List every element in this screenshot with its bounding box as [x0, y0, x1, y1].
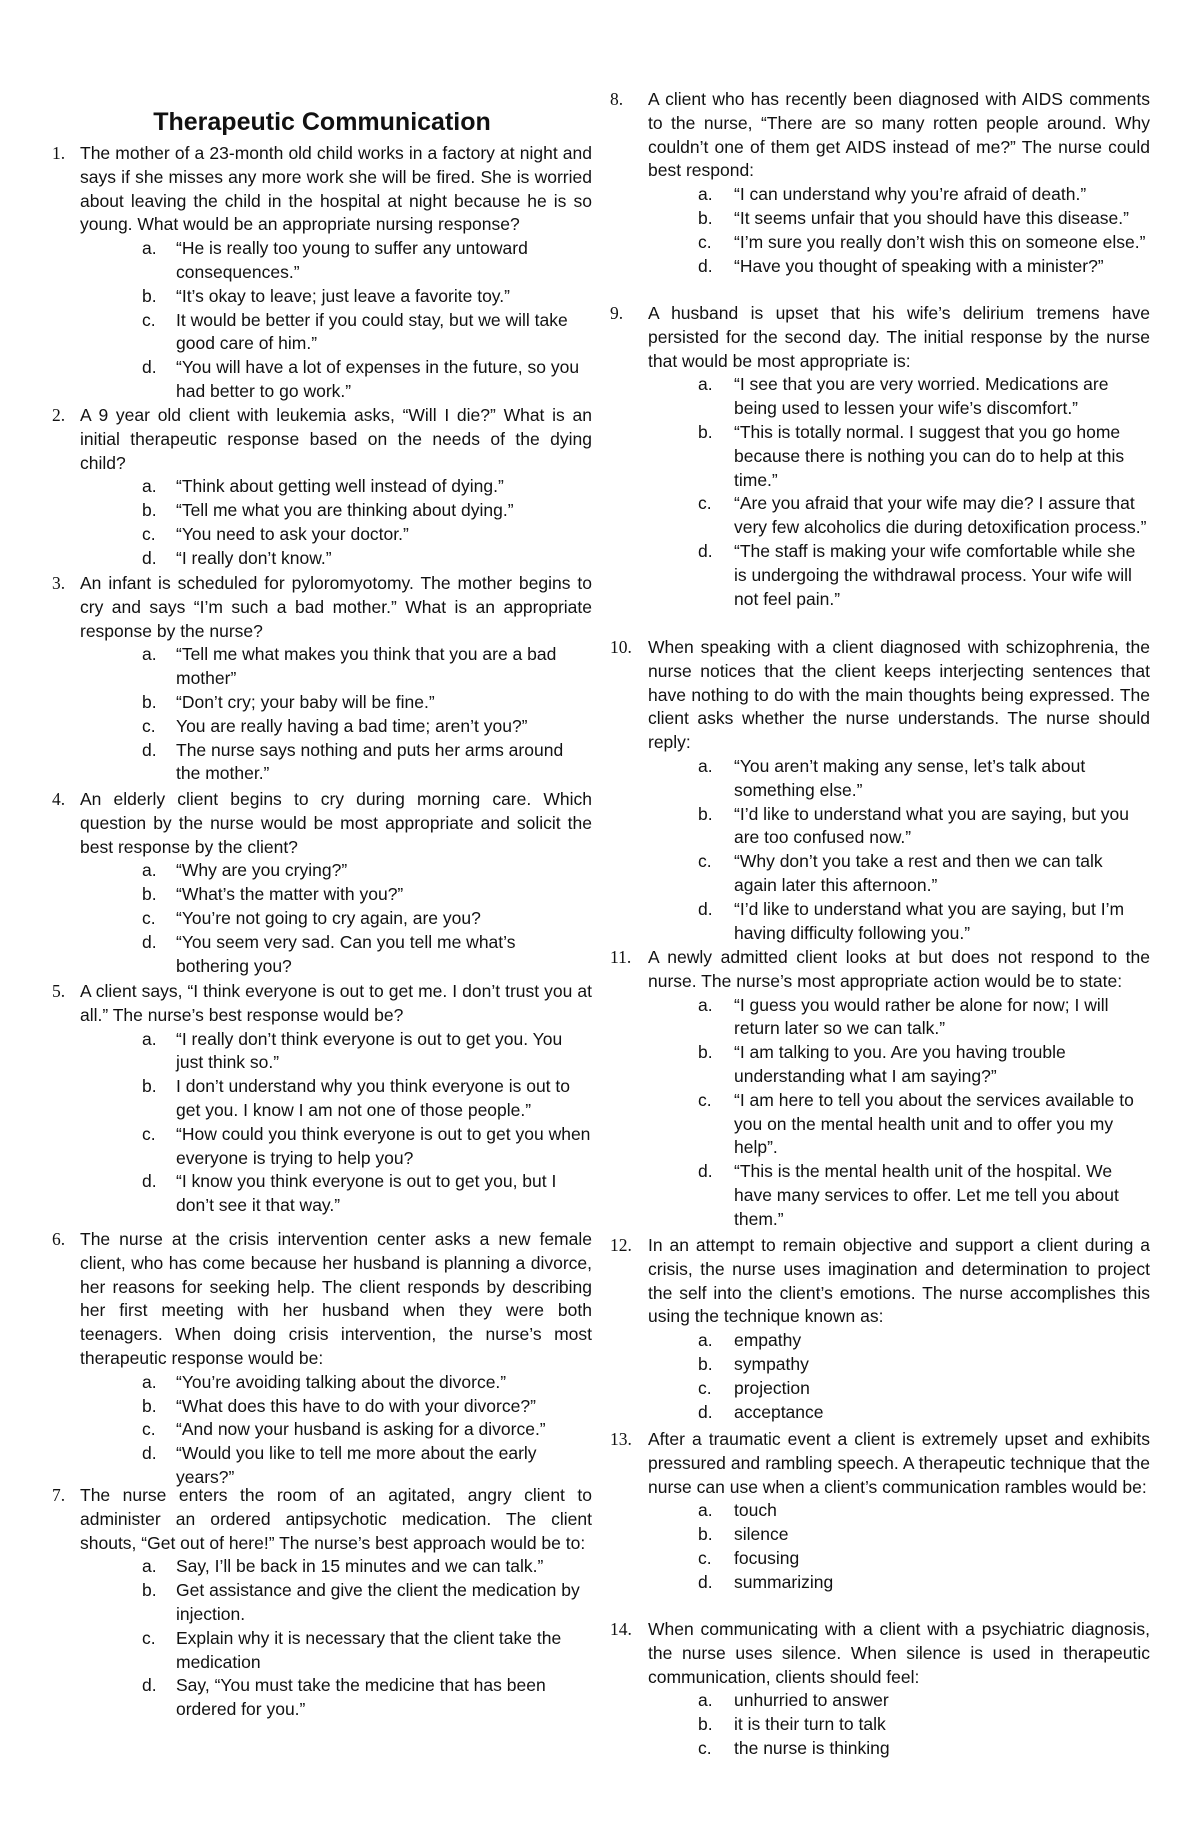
option-text: “I really don’t know.”	[176, 547, 332, 568]
option-text: acceptance	[734, 1401, 824, 1422]
answer-option	[52, 475, 592, 499]
answer-option	[52, 643, 592, 691]
option-letter: d.	[698, 1161, 713, 1182]
answer-option	[52, 1395, 592, 1419]
answer-option	[610, 421, 1150, 492]
option-letter: a.	[698, 184, 713, 205]
option-text: “This is totally normal. I suggest that you go home because there is nothing you can do to help at this time.”	[734, 421, 1125, 490]
answer-option	[52, 715, 592, 739]
question-number: 1.	[52, 143, 66, 163]
question-stem	[610, 1618, 1150, 1689]
option-text: “Think about getting well instead of dying.”	[176, 476, 504, 497]
answer-option	[52, 907, 592, 931]
option-letter: c.	[142, 1123, 156, 1144]
answer-option	[610, 1329, 1150, 1353]
option-letter: d.	[142, 357, 157, 378]
option-letter: d.	[142, 1443, 157, 1464]
question-item	[52, 1228, 592, 1490]
option-letter: c.	[142, 715, 156, 736]
option-letter: d.	[698, 540, 713, 561]
option-text: “I can understand why you’re afraid of death.”	[734, 184, 1087, 205]
option-letter: d.	[142, 739, 157, 760]
question-number: 6.	[52, 1229, 66, 1249]
answer-option	[610, 803, 1150, 851]
option-text: “I’m sure you really don’t wish this on someone else.”	[734, 231, 1146, 252]
option-letter: a.	[142, 860, 157, 881]
answer-option	[610, 183, 1150, 207]
option-letter: a.	[698, 994, 713, 1015]
option-letter: c.	[142, 1627, 156, 1648]
answer-option	[52, 691, 592, 715]
answer-option	[610, 207, 1150, 231]
option-text: “Why are you crying?”	[176, 860, 348, 881]
option-letter: b.	[142, 691, 157, 712]
option-text: “Why don’t you take a rest and then we can talk again later this afternoon.”	[734, 851, 1103, 895]
option-text: “He is really too young to suffer any untoward consequences.”	[176, 238, 528, 282]
option-letter: a.	[142, 1028, 157, 1049]
question-item	[610, 302, 1150, 611]
answer-option	[610, 1547, 1150, 1571]
option-letter: c.	[142, 523, 156, 544]
option-text: “And now your husband is asking for a divorce.”	[176, 1419, 546, 1440]
option-text: “How could you think everyone is out to get you when everyone is trying to help you?	[176, 1123, 591, 1168]
question-item	[610, 88, 1150, 278]
option-letter: c.	[698, 1547, 712, 1568]
question-stem	[52, 788, 592, 859]
question-text: A client says, “I think everyone is out to get me. I don’t trust you at all.” The nurse’s best response would be?	[80, 981, 592, 1025]
question-number: 7.	[52, 1485, 66, 1505]
option-text: “I see that you are very worried. Medications are being used to lessen your wife’s discomfort.”	[734, 374, 1109, 419]
option-text: “The staff is making your wife comfortable while she is undergoing the withdrawal process. Your wife will not feel pain.”	[734, 540, 1136, 609]
question-stem	[610, 302, 1150, 373]
question-stem	[52, 142, 592, 237]
answer-option	[52, 523, 592, 547]
option-letter: d.	[698, 1401, 713, 1422]
option-text: “I am talking to you. Are you having trouble understanding what I am saying?”	[734, 1042, 1066, 1086]
option-letter: a.	[142, 476, 157, 497]
option-text: I don’t understand why you think everyone is out to get you. I know I am not one of those people.”	[176, 1076, 570, 1120]
option-text: “I know you think everyone is out to get you, but I don’t see it that way.”	[176, 1171, 557, 1216]
answer-option	[52, 285, 592, 309]
question-text: When communicating with a client with a psychiatric diagnosis, the nurse uses silence. When silence is used in therapeutic communication, clients should feel:	[648, 1619, 1150, 1687]
answer-option	[52, 1123, 592, 1171]
question-text: A husband is upset that his wife’s delirium tremens have persisted for the second day. The initial response by the nurse that would be most appropriate is:	[648, 303, 1150, 371]
question-number: 8.	[610, 89, 624, 109]
option-letter: a.	[698, 1330, 713, 1351]
option-letter: b.	[698, 1524, 713, 1545]
option-letter: c.	[698, 493, 712, 514]
answer-option	[52, 309, 592, 357]
option-letter: c.	[142, 309, 156, 330]
option-letter: d.	[142, 1171, 157, 1192]
answer-option	[52, 1170, 592, 1218]
answer-option	[52, 1028, 592, 1076]
option-letter: b.	[698, 803, 713, 824]
option-text: “Tell me what makes you think that you are a bad mother”	[176, 644, 557, 689]
answer-option	[610, 1737, 1150, 1761]
option-text: “It’s okay to leave; just leave a favorite toy.”	[176, 285, 510, 306]
option-text: sympathy	[734, 1353, 809, 1374]
option-letter: c.	[698, 1737, 712, 1758]
answer-option	[610, 540, 1150, 611]
option-letter: d.	[698, 255, 713, 276]
question-stem	[52, 1228, 592, 1371]
option-text: “You will have a lot of expenses in the future, so you had better to go work.”	[176, 357, 580, 401]
option-letter: b.	[142, 1395, 157, 1416]
answer-option	[610, 755, 1150, 803]
page-title: Therapeutic Communication	[153, 108, 491, 136]
question-text: An elderly client begins to cry during morning care. Which question by the nurse would be most appropriate and solicit the best response by the client?	[80, 789, 592, 857]
answer-option	[610, 1160, 1150, 1231]
option-text: “I really don’t think everyone is out to get you. You just think so.”	[176, 1028, 563, 1073]
option-letter: d.	[142, 547, 157, 568]
option-letter: c.	[698, 231, 712, 252]
answer-option	[52, 499, 592, 523]
option-letter: a.	[698, 755, 713, 776]
option-text: “I’d like to understand what you are saying, but I’m having difficulty following you.”	[734, 898, 1125, 943]
option-letter: c.	[698, 1377, 712, 1398]
option-text: “Have you thought of speaking with a minister?”	[734, 255, 1104, 276]
option-letter: d.	[698, 898, 713, 919]
option-letter: b.	[142, 1580, 157, 1601]
question-item	[52, 1484, 592, 1722]
question-number: 11.	[610, 947, 632, 967]
option-letter: a.	[142, 1371, 157, 1392]
question-stem	[52, 572, 592, 643]
question-item	[610, 1428, 1150, 1595]
option-letter: d.	[698, 1571, 713, 1592]
answer-option	[610, 255, 1150, 279]
answer-option	[52, 859, 592, 883]
option-text: focusing	[734, 1547, 800, 1568]
option-text: summarizing	[734, 1571, 834, 1592]
option-letter: a.	[142, 238, 157, 259]
option-text: “What’s the matter with you?”	[176, 884, 404, 905]
option-letter: b.	[142, 884, 157, 905]
question-text: A 9 year old client with leukemia asks, “Will I die?” What is an initial therapeutic response based on the needs of the dying child?	[80, 405, 592, 473]
option-text: silence	[734, 1524, 789, 1545]
option-text: “I guess you would rather be alone for now; I will return later so we can talk.”	[734, 994, 1109, 1039]
answer-option	[52, 1418, 592, 1442]
option-text: Get assistance and give the client the medication by injection.	[176, 1580, 580, 1624]
option-text: the nurse is thinking	[734, 1737, 890, 1758]
question-number: 5.	[52, 981, 66, 1001]
question-text: The mother of a 23-month old child works in a factory at night and says if she misses any more work she will be fired. She is worried about leaving the child in the hospital at night because he is so young. What would be an appropriate nursing response?	[80, 143, 592, 235]
answer-option	[610, 1571, 1150, 1595]
option-letter: a.	[142, 644, 157, 665]
answer-option	[610, 994, 1150, 1042]
answer-option	[610, 898, 1150, 946]
answer-option	[52, 1579, 592, 1627]
answer-option	[610, 1713, 1150, 1737]
question-item	[610, 1234, 1150, 1424]
question-text: After a traumatic event a client is extremely upset and exhibits pressured and rambling speech. A therapeutic technique that the nurse can use when a client’s communication rambles would be:	[648, 1429, 1150, 1497]
option-text: “It seems unfair that you should have this disease.”	[734, 207, 1129, 228]
question-stem	[52, 404, 592, 475]
option-text: “You aren’t making any sense, let’s talk about something else.”	[734, 755, 1086, 800]
question-number: 10.	[610, 637, 632, 657]
option-letter: b.	[698, 1353, 713, 1374]
option-letter: b.	[698, 207, 713, 228]
question-item	[52, 788, 592, 978]
option-text: unhurried to answer	[734, 1690, 889, 1711]
option-letter: a.	[142, 1556, 157, 1577]
answer-option	[610, 231, 1150, 255]
answer-option	[610, 1499, 1150, 1523]
option-text: touch	[734, 1500, 777, 1521]
option-text: “You’re avoiding talking about the divorce.”	[176, 1371, 507, 1392]
answer-option	[610, 1401, 1150, 1425]
option-text: projection	[734, 1377, 810, 1398]
answer-option	[610, 373, 1150, 421]
question-item	[610, 946, 1150, 1232]
answer-option	[52, 1555, 592, 1579]
question-stem	[610, 88, 1150, 183]
option-text: The nurse says nothing and puts her arms around the mother.”	[176, 739, 564, 784]
option-text: empathy	[734, 1330, 802, 1351]
option-letter: c.	[698, 851, 712, 872]
question-stem	[52, 980, 592, 1028]
option-text: “What does this have to do with your divorce?”	[176, 1395, 536, 1416]
question-stem	[610, 1234, 1150, 1329]
question-text: An infant is scheduled for pyloromyotomy. The mother begins to cry and says “I’m such a bad mother.” What is an appropriate response by the nurse?	[80, 573, 592, 641]
option-text: “Don’t cry; your baby will be fine.”	[176, 691, 435, 712]
question-text: When speaking with a client diagnosed with schizophrenia, the nurse notices that the client keeps interjecting sentences that have nothing to do with the main thoughts being expressed. The client asks whether the nurse understands. The nurse should reply:	[648, 637, 1150, 753]
answer-option	[610, 1041, 1150, 1089]
option-text: “I am here to tell you about the services available to you on the mental health unit and to offer you my help”.	[734, 1089, 1134, 1158]
answer-option	[610, 1089, 1150, 1160]
option-letter: b.	[698, 1042, 713, 1063]
question-text: In an attempt to remain objective and support a client during a crisis, the nurse uses imagination and determination to project the self into the client’s emotions. The nurse accomplishes this using the technique known as:	[648, 1235, 1150, 1327]
answer-option	[52, 931, 592, 979]
question-text: The nurse enters the room of an agitated, angry client to administer an ordered antipsychotic medication. The client shouts, “Get out of here!” The nurse’s best approach would be to:	[80, 1485, 592, 1553]
option-letter: a.	[698, 1500, 713, 1521]
question-stem	[52, 1484, 592, 1555]
question-text: A client who has recently been diagnosed with AIDS comments to the nurse, “There are so many rotten people around. Why couldn’t one of them get AIDS instead of me?” The nurse could best respond:	[648, 89, 1150, 181]
option-letter: b.	[142, 500, 157, 521]
question-item	[52, 572, 592, 786]
answer-option	[610, 1377, 1150, 1401]
option-text: “You’re not going to cry again, are you?	[176, 907, 481, 928]
answer-option	[610, 492, 1150, 540]
option-letter: c.	[142, 907, 156, 928]
option-text: Say, I’ll be back in 15 minutes and we can talk.”	[176, 1556, 544, 1577]
question-text: The nurse at the crisis intervention center asks a new female client, who has come because her husband is planning a divorce, her reasons for seeking help. The client responds by describing her first meeting with her husband when they were both teenagers. When doing crisis intervention, the nurse’s most therapeutic response would be:	[80, 1229, 592, 1368]
option-text: “You seem very sad. Can you tell me what’s bothering you?	[176, 931, 516, 976]
option-text: Say, “You must take the medicine that has been ordered for you.”	[176, 1675, 546, 1720]
option-text: it is their turn to talk	[734, 1714, 886, 1735]
option-letter: d.	[142, 1675, 157, 1696]
option-letter: c.	[142, 1419, 156, 1440]
question-number: 12.	[610, 1235, 632, 1255]
answer-option	[52, 356, 592, 404]
option-letter: c.	[698, 1089, 712, 1110]
answer-option	[52, 1442, 592, 1490]
answer-option	[52, 547, 592, 571]
option-letter: b.	[142, 285, 157, 306]
answer-option	[610, 1523, 1150, 1547]
option-letter: b.	[698, 1714, 713, 1735]
answer-option	[52, 1371, 592, 1395]
question-number: 3.	[52, 573, 66, 593]
answer-option	[52, 237, 592, 285]
question-number: 14.	[610, 1619, 632, 1639]
option-text: It would be better if you could stay, but we will take good care of him.”	[176, 309, 568, 354]
option-text: “Are you afraid that your wife may die? I assure that very few alcoholics die during detoxification process.”	[734, 493, 1147, 538]
answer-option	[52, 1627, 592, 1675]
question-number: 4.	[52, 789, 66, 809]
question-number: 13.	[610, 1429, 632, 1449]
question-item	[52, 404, 592, 571]
option-letter: a.	[698, 374, 713, 395]
option-letter: a.	[698, 1690, 713, 1711]
option-text: “Tell me what you are thinking about dying.”	[176, 500, 514, 521]
question-number: 2.	[52, 405, 66, 425]
answer-option	[610, 1353, 1150, 1377]
answer-option	[610, 1689, 1150, 1713]
question-number: 9.	[610, 303, 624, 323]
question-text: A newly admitted client looks at but does not respond to the nurse. The nurse’s most appropriate action would be to state:	[648, 947, 1150, 991]
option-text: You are really having a bad time; aren’t you?”	[176, 715, 528, 736]
question-stem	[610, 946, 1150, 994]
answer-option	[52, 883, 592, 907]
question-stem	[610, 1428, 1150, 1499]
question-item	[610, 1618, 1150, 1761]
option-text: “This is the mental health unit of the hospital. We have many services to offer. Let me tell you about them.”	[734, 1161, 1119, 1229]
question-stem	[610, 636, 1150, 755]
option-text: “You need to ask your doctor.”	[176, 523, 409, 544]
question-item	[610, 636, 1150, 945]
option-text: “I’d like to understand what you are saying, but you are too confused now.”	[734, 803, 1129, 848]
answer-option	[52, 1674, 592, 1722]
option-letter: b.	[698, 421, 713, 442]
question-item	[52, 142, 592, 404]
answer-option	[52, 739, 592, 787]
answer-option	[52, 1075, 592, 1123]
option-letter: d.	[142, 931, 157, 952]
option-text: “Would you like to tell me more about the early years?”	[176, 1443, 537, 1487]
option-letter: b.	[142, 1076, 157, 1097]
question-item	[52, 980, 592, 1218]
answer-option	[610, 850, 1150, 898]
option-text: Explain why it is necessary that the client take the medication	[176, 1627, 562, 1672]
